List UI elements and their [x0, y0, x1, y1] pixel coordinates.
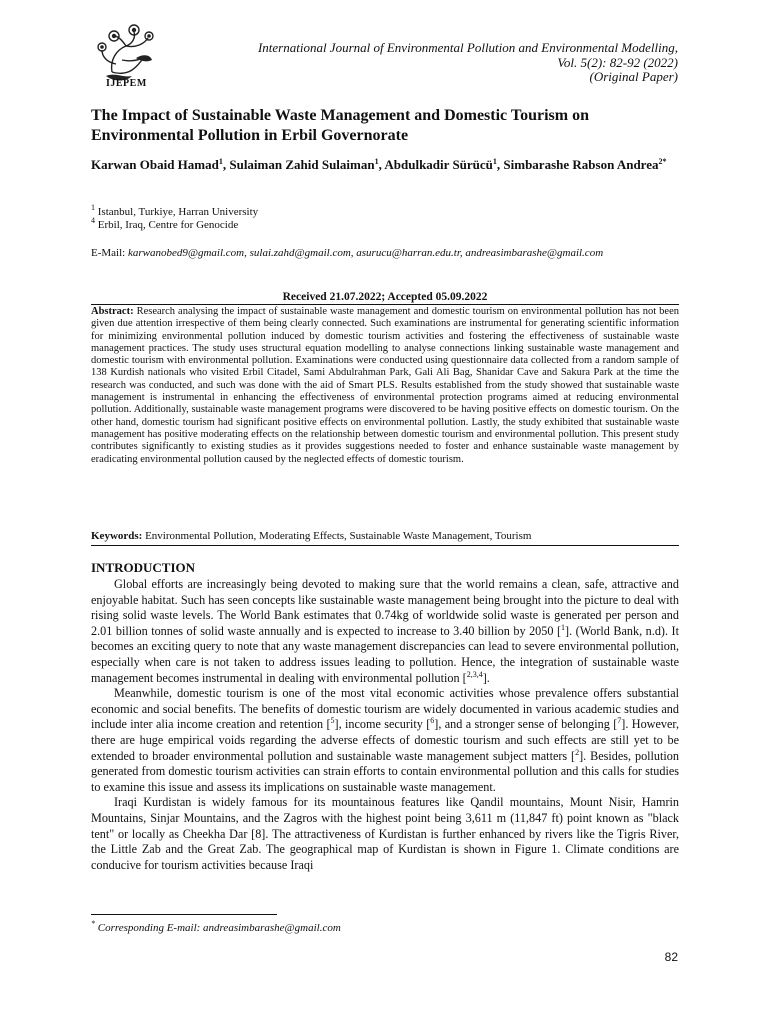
- citation: 2: [575, 747, 580, 757]
- citation: 7: [617, 716, 622, 726]
- paper-type: (Original Paper): [589, 69, 678, 84]
- introduction-body: [91, 577, 679, 873]
- email-label: E-Mail:: [91, 247, 128, 259]
- text-run: ], and a stronger sense of belonging [: [434, 717, 618, 732]
- email-block: [91, 247, 679, 260]
- author-name: Abdulkadir Sürücü: [384, 157, 493, 172]
- abstract-bottom-rule: [91, 545, 679, 546]
- paragraph: Iraqi Kurdistan is widely famous for its mountainous features like Qandil mountains, Mount Nisir, Hamrin Mountains, Sinjar Mountains, and the Zagros with the highest point being 3,611 m (11,847 ft) point known as "black tent" or locally as Cheekha Dar [8]. The attractiveness of Kurdistan is further enhanced by rivers like the Tigris River, the Little Zab and the Great Zab. The geographical map of Kurdistan is shown in Figure 1. Climate conditions are conducive for tourism activities because Iraqi: [91, 795, 679, 872]
- citation: 2,3,4: [466, 669, 483, 679]
- abstract-top-rule: [91, 304, 679, 305]
- text-run: ].: [482, 670, 490, 685]
- author-name: Karwan Obaid Hamad: [91, 157, 219, 172]
- footnote-text: Corresponding E-mail: andreasimbarashe@gmail.com: [95, 922, 341, 934]
- footnote: [91, 919, 341, 934]
- affiliation-text: Erbil, Iraq, Centre for Genocide: [95, 219, 239, 231]
- affiliation-item: [91, 216, 258, 232]
- author-affil-mark: 1: [218, 157, 223, 166]
- affiliation-list: [91, 203, 259, 232]
- affiliation-item: [91, 203, 259, 219]
- author-name: Sulaiman Zahid Sulaiman: [229, 157, 375, 172]
- abstract-text: Research analysing the impact of sustainable waste management and domestic tourism on environmental pollution has not been given due attention irrespective of them being clearly connected. Such examinations are instrumental for generating scientific information for minimizing environmental pollution induced by domestic tourism activities and fostering the effectiveness of sustainable waste management practices. The study uses structural equation modelling to analyse connections linking sustainable waste management and domestic tourism with environmental pollution. Examinations were conducted using questionnaire data collected from a random sample of 138 Kurdish nationals who visited Erbil Citadel, Sami Abdulrahman Park, Gali Ali Bag, Shanidar Cave and Sakura Park at the time the research was conducted, and such was done with the aid of Smart PLS. Results established from the study showed that sustainable waste management is instrumental in enhancing the effectiveness of environmental protection programs aimed at reducing environmental pollution. Additionally, sustainable waste management programs were discovered to be having positive effects on domestic tourism. On the other hand, domestic tourism had significant positive effects on environmental pollution. Lastly, the study exhibited that sustainable waste management has positive moderating effects on the relationship between domestic tourism and environmental pollution. This present study contributes significantly to existing studies as it provides suggestions needed to foster and enhance sustainable waste management by eradicating environmental pollution caused by the neglected effects of domestic tourism.: [91, 306, 679, 465]
- author-affil-mark: 1: [492, 157, 497, 166]
- keywords-text: Environmental Pollution, Moderating Effects, Sustainable Waste Management, Tourism: [142, 530, 532, 542]
- received-dates: Received 21.07.2022; Accepted 05.09.2022: [282, 291, 488, 303]
- text-run: Meanwhile, domestic tourism is one of the most vital economic activities whose prevalence offers substantial economic and social benefits. The benefits of domestic tourism are widely documented in various academic studies and include inter alia income creation and retention [: [91, 686, 679, 732]
- footnote-rule: [91, 914, 277, 915]
- author-affil-mark: 2*: [658, 157, 667, 166]
- author-affil-mark: 1: [374, 157, 379, 166]
- paragraph: [91, 577, 679, 686]
- paper-title: The Impact of Sustainable Waste Management and Domestic Tourism on Environmental Pollution in Erbil Governorate: [91, 107, 589, 144]
- abstract-label: Abstract:: [91, 306, 134, 317]
- author-list: [91, 157, 679, 173]
- journal-name: International Journal of Environmental Pollution and Environmental Modelling,: [257, 40, 678, 55]
- page-number: 82: [664, 950, 678, 964]
- citation: 6: [430, 716, 435, 726]
- author-name: Simbarashe Rabson Andrea: [503, 157, 659, 172]
- journal-header: [158, 41, 678, 85]
- paragraph: [91, 686, 679, 795]
- email-addresses: karwanobed9@gmail.com, sulai.zahd@gmail.com, asurucu@harran.edu.tr, andreasimbarashe@gmail.com: [127, 247, 604, 259]
- keywords: [91, 530, 679, 543]
- logo-label: IJEPEM: [106, 78, 147, 89]
- text-run: Global efforts are increasingly being devoted to making sure that the world remains a clean, safe, attractive and enjoyable habitat. Such has seen concepts like sustainable waste management being brought into the picture to deal with rising solid waste levels. The World Bank estimates that 0.74kg of worldwide solid waste is generated per person and 2.01 billion tonnes of solid waste annually and is expected to increase to 3.40 billion by 2050 [: [91, 577, 679, 638]
- abstract: [91, 306, 679, 466]
- text-run: ]. (World Bank, n.d). It becomes an exciting query to note that any waste management discrepancies can lead to severe environmental pollution, especially when care is not taken to address issues leading to pollution. Hence, the integration of sustainable waste management becomes instrumental in dealing with environmental pollution [: [91, 623, 679, 685]
- affiliation-text: Istanbul, Turkiye, Harran University: [95, 206, 259, 218]
- author-separator: ,: [378, 157, 385, 172]
- journal-volume: Vol. 5(2): 82-92 (2022): [557, 54, 678, 70]
- text-run: ]. However, there are huge empirical voids regarding the adverse effects of domestic tourism and such effects are still yet to be extended to broader environmental pollution and sustainable waste management subject matters [: [91, 717, 680, 763]
- section-heading: INTRODUCTION: [91, 560, 196, 575]
- citation: 5: [330, 716, 335, 726]
- affiliation-mark: 4: [91, 216, 95, 225]
- text-run: ], income security [: [334, 717, 431, 732]
- keywords-label: Keywords:: [91, 530, 143, 542]
- author-separator: ,: [222, 157, 230, 172]
- affiliation-mark: 1: [91, 203, 95, 212]
- author-separator: ,: [496, 157, 504, 172]
- footnote-mark: *: [91, 919, 95, 928]
- citation: 1: [561, 622, 566, 632]
- text-run: ]. Besides, pollution generated from domestic tourism activities can strain efforts to contain environmental pollution and this calls for studies to examine this issue and assess its implications on sustainable waste management.: [91, 748, 679, 794]
